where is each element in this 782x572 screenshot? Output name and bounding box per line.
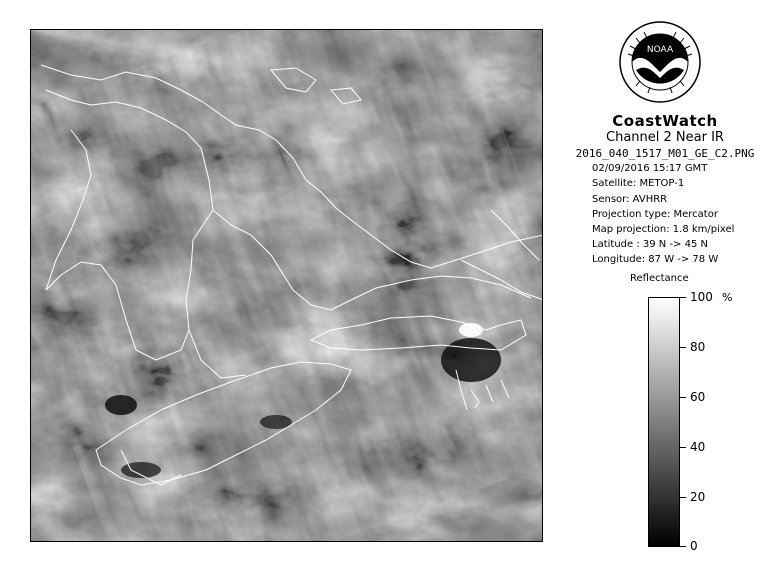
colorbar-tick [680, 397, 686, 398]
dark-water-patch [441, 338, 501, 382]
colorbar-tick-label: 100 [690, 290, 713, 304]
legend-unit: % [722, 291, 733, 304]
colorbar-tick [680, 347, 686, 348]
colorbar-tick [680, 497, 686, 498]
colorbar-tick [680, 447, 686, 448]
colorbar-tick-label: 80 [690, 340, 706, 354]
colorbar-tick-label: 40 [690, 440, 706, 454]
colorbar-tick [680, 297, 686, 298]
logo-text: NOAA [646, 45, 674, 55]
dark-water-patch [105, 395, 137, 415]
legend-title: Reflectance [630, 273, 689, 284]
colorbar-tick [680, 546, 686, 547]
map-projection: Map projection: 1.8 km/pixel [592, 224, 735, 235]
colorbar-tick-label: 0 [690, 539, 698, 553]
channel-name: Channel 2 Near IR [606, 130, 724, 145]
longitude-range: Longitude: 87 W -> 78 W [592, 254, 719, 265]
brand-title: CoastWatch [612, 112, 718, 130]
noaa-logo-icon [618, 20, 702, 104]
projection-type: Projection type: Mercator [592, 209, 718, 220]
latitude-range: Latitude : 39 N -> 45 N [592, 239, 708, 250]
colorbar-tick-label: 20 [690, 490, 706, 504]
colorbar-tick-label: 60 [690, 390, 706, 404]
satellite-label: Satellite: METOP-1 [592, 178, 685, 189]
satellite-image [30, 29, 543, 542]
noaa-logo [618, 20, 702, 104]
dark-water-patch [121, 462, 161, 478]
reflectance-colorbar [648, 297, 680, 547]
cloud-reflectance-map [31, 30, 543, 542]
date-time: 02/09/2016 15:17 GMT [592, 163, 708, 174]
file-name: 2016_040_1517_M01_GE_C2.PNG [575, 147, 755, 160]
sensor-label: Sensor: AVHRR [592, 194, 668, 205]
